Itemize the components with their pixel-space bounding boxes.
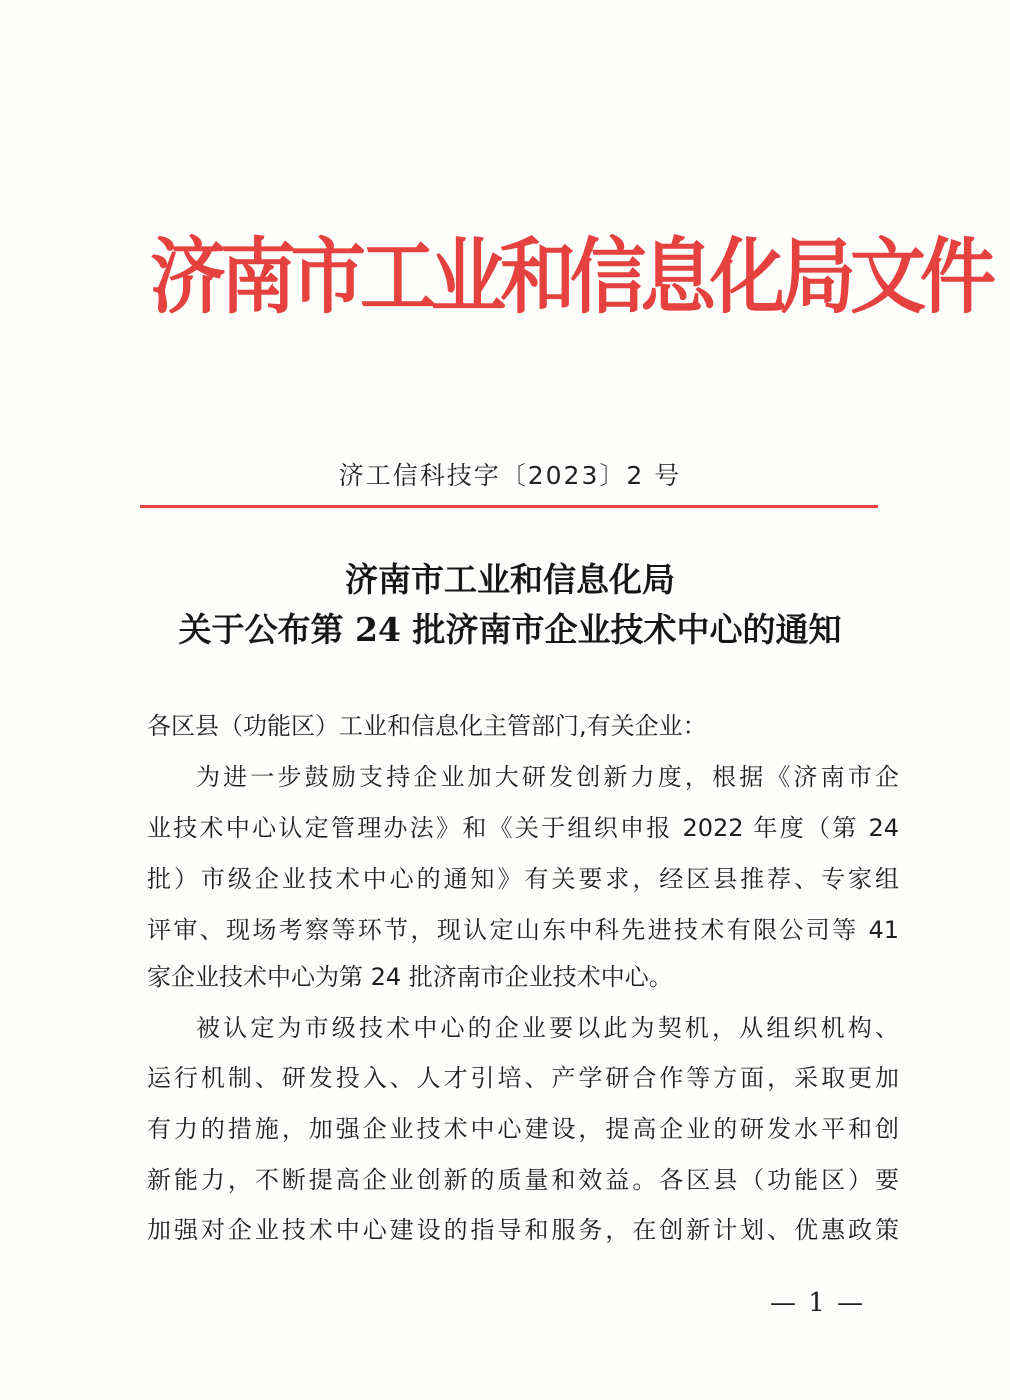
- addressee-line: 各区县（功能区）工业和信息化主管部门,有关企业：: [147, 712, 707, 740]
- paragraph-2-line: 有力的措施，加强企业技术中心建设，提高企业的研发水平和创: [147, 1115, 899, 1143]
- document-number: 济工信科技字〔2023〕2 号: [338, 461, 682, 490]
- paragraph-1-line: 批）市级企业技术中心的通知》有关要求，经区县推荐、专家组: [147, 865, 899, 893]
- red-divider-rule: [140, 505, 878, 508]
- paragraph-2-line: 运行机制、研发投入、人才引培、产学研合作等方面，采取更加: [147, 1064, 899, 1092]
- paragraph-1-line: 评审、现场考察等环节，现认定山东中科先进技术有限公司等 41: [147, 916, 899, 944]
- paragraph-2-line: 加强对企业技术中心建设的指导和服务，在创新计划、优惠政策: [147, 1216, 899, 1244]
- paragraph-2-line: 新能力，不断提高企业创新的质量和效益。各区县（功能区）要: [147, 1166, 899, 1194]
- page-number: — 1 —: [770, 1288, 866, 1318]
- issuer-header-title: 济南市工业和信息化局文件: [150, 228, 990, 325]
- paragraph-1-line: 为进一步鼓励支持企业加大研发创新力度，根据《济南市企: [196, 763, 899, 791]
- paragraph-2-line: 被认定为市级技术中心的企业要以此为契机，从组织机构、: [196, 1014, 899, 1042]
- paragraph-1-line: 业技术中心认定管理办法》和《关于组织申报 2022 年度（第 24: [147, 814, 899, 842]
- paragraph-1-line: 家企业技术中心为第 24 批济南市企业技术中心。: [147, 963, 673, 991]
- document-title-line-1: 济南市工业和信息化局: [345, 560, 675, 599]
- document-title-line-2: 关于公布第 24 批济南市企业技术中心的通知: [178, 610, 842, 649]
